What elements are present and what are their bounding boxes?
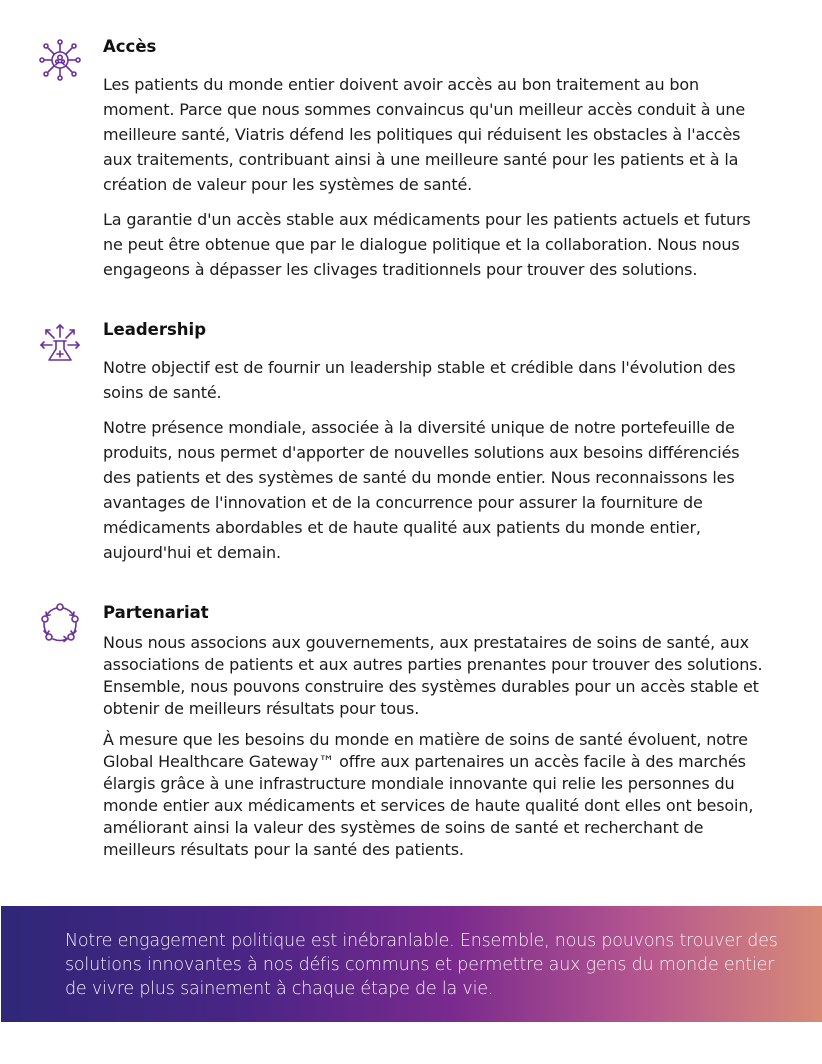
paragraph: Les patients du monde entier doivent avoir accès au bon traitement au bon moment. Parce que nous sommes convaincus qu'un meilleur accès conduit à une meilleure santé, Viatris défend les politiques qui réduisent les obstacles à l'accès aux traitements, contribuant ainsi à une meilleure santé pour les patients et à la création de valeur pour les systèmes de santé. [103,75,746,194]
section-heading: Partenariat [103,603,209,622]
cycle-nodes-icon [38,602,82,646]
paragraph: La garantie d'un accès stable aux médicaments pour les patients actuels et futurs ne peut être obtenue que par le dialogue politique et la collaboration. Nous nous engageons à dépasser les clivages traditionnels pour trouver des solutions. [103,210,751,279]
paragraph: Nous nous associons aux gouvernements, aux prestataires de soins de santé, aux associations de patients et aux autres parties prenantes pour trouver des solutions. Ensemble, nous pouvons construire des systèmes durables pour un accès stable et obtenir de meilleurs résultats pour tous. [103,633,763,718]
paragraph: À mesure que les besoins du monde en matière de soins de santé évoluent, notre Global Healthcare Gateway™ offre aux partenaires un accès facile à des marchés élargis grâce à une infrastructure mondiale innovante qui relie les personnes du monde entier aux médicaments et services de haute qualité dont elles ont besoin, améliorant ainsi la valeur des systèmes de soins de santé et recherchant de meilleurs résultats pour la santé des patients. [103,730,754,859]
banner-text: Notre engagement politique est inébranlable. Ensemble, nous pouvons trouver des solutions innovantes à nos défis communs et permettre aux gens du monde entier de vivre plus sainement à chaque étape de la vie. [65,931,778,999]
network-people-icon [38,38,82,82]
flask-arrows-icon [38,321,82,365]
section-content [103,36,768,292]
section-content [103,602,768,870]
commitment-banner [1,906,822,1022]
paragraph: Notre objectif est de fournir un leadership stable et crédible dans l'évolution des soins de santé. [103,358,736,402]
paragraph: Notre présence mondiale, associée à la diversité unique de notre portefeuille de produits, nous permet d'apporter de nouvelles solutions aux besoins différenciés des patients et des systèmes de santé du monde entier. Nous reconnaissons les avantages de l'innovation et de la concurrence pour assurer la fourniture de médicaments abordables et de haute qualité aux patients du monde entier, aujourd'hui et demain. [103,418,740,562]
section-content [103,319,768,575]
section-heading: Accès [103,37,157,56]
section-heading: Leadership [103,320,207,339]
